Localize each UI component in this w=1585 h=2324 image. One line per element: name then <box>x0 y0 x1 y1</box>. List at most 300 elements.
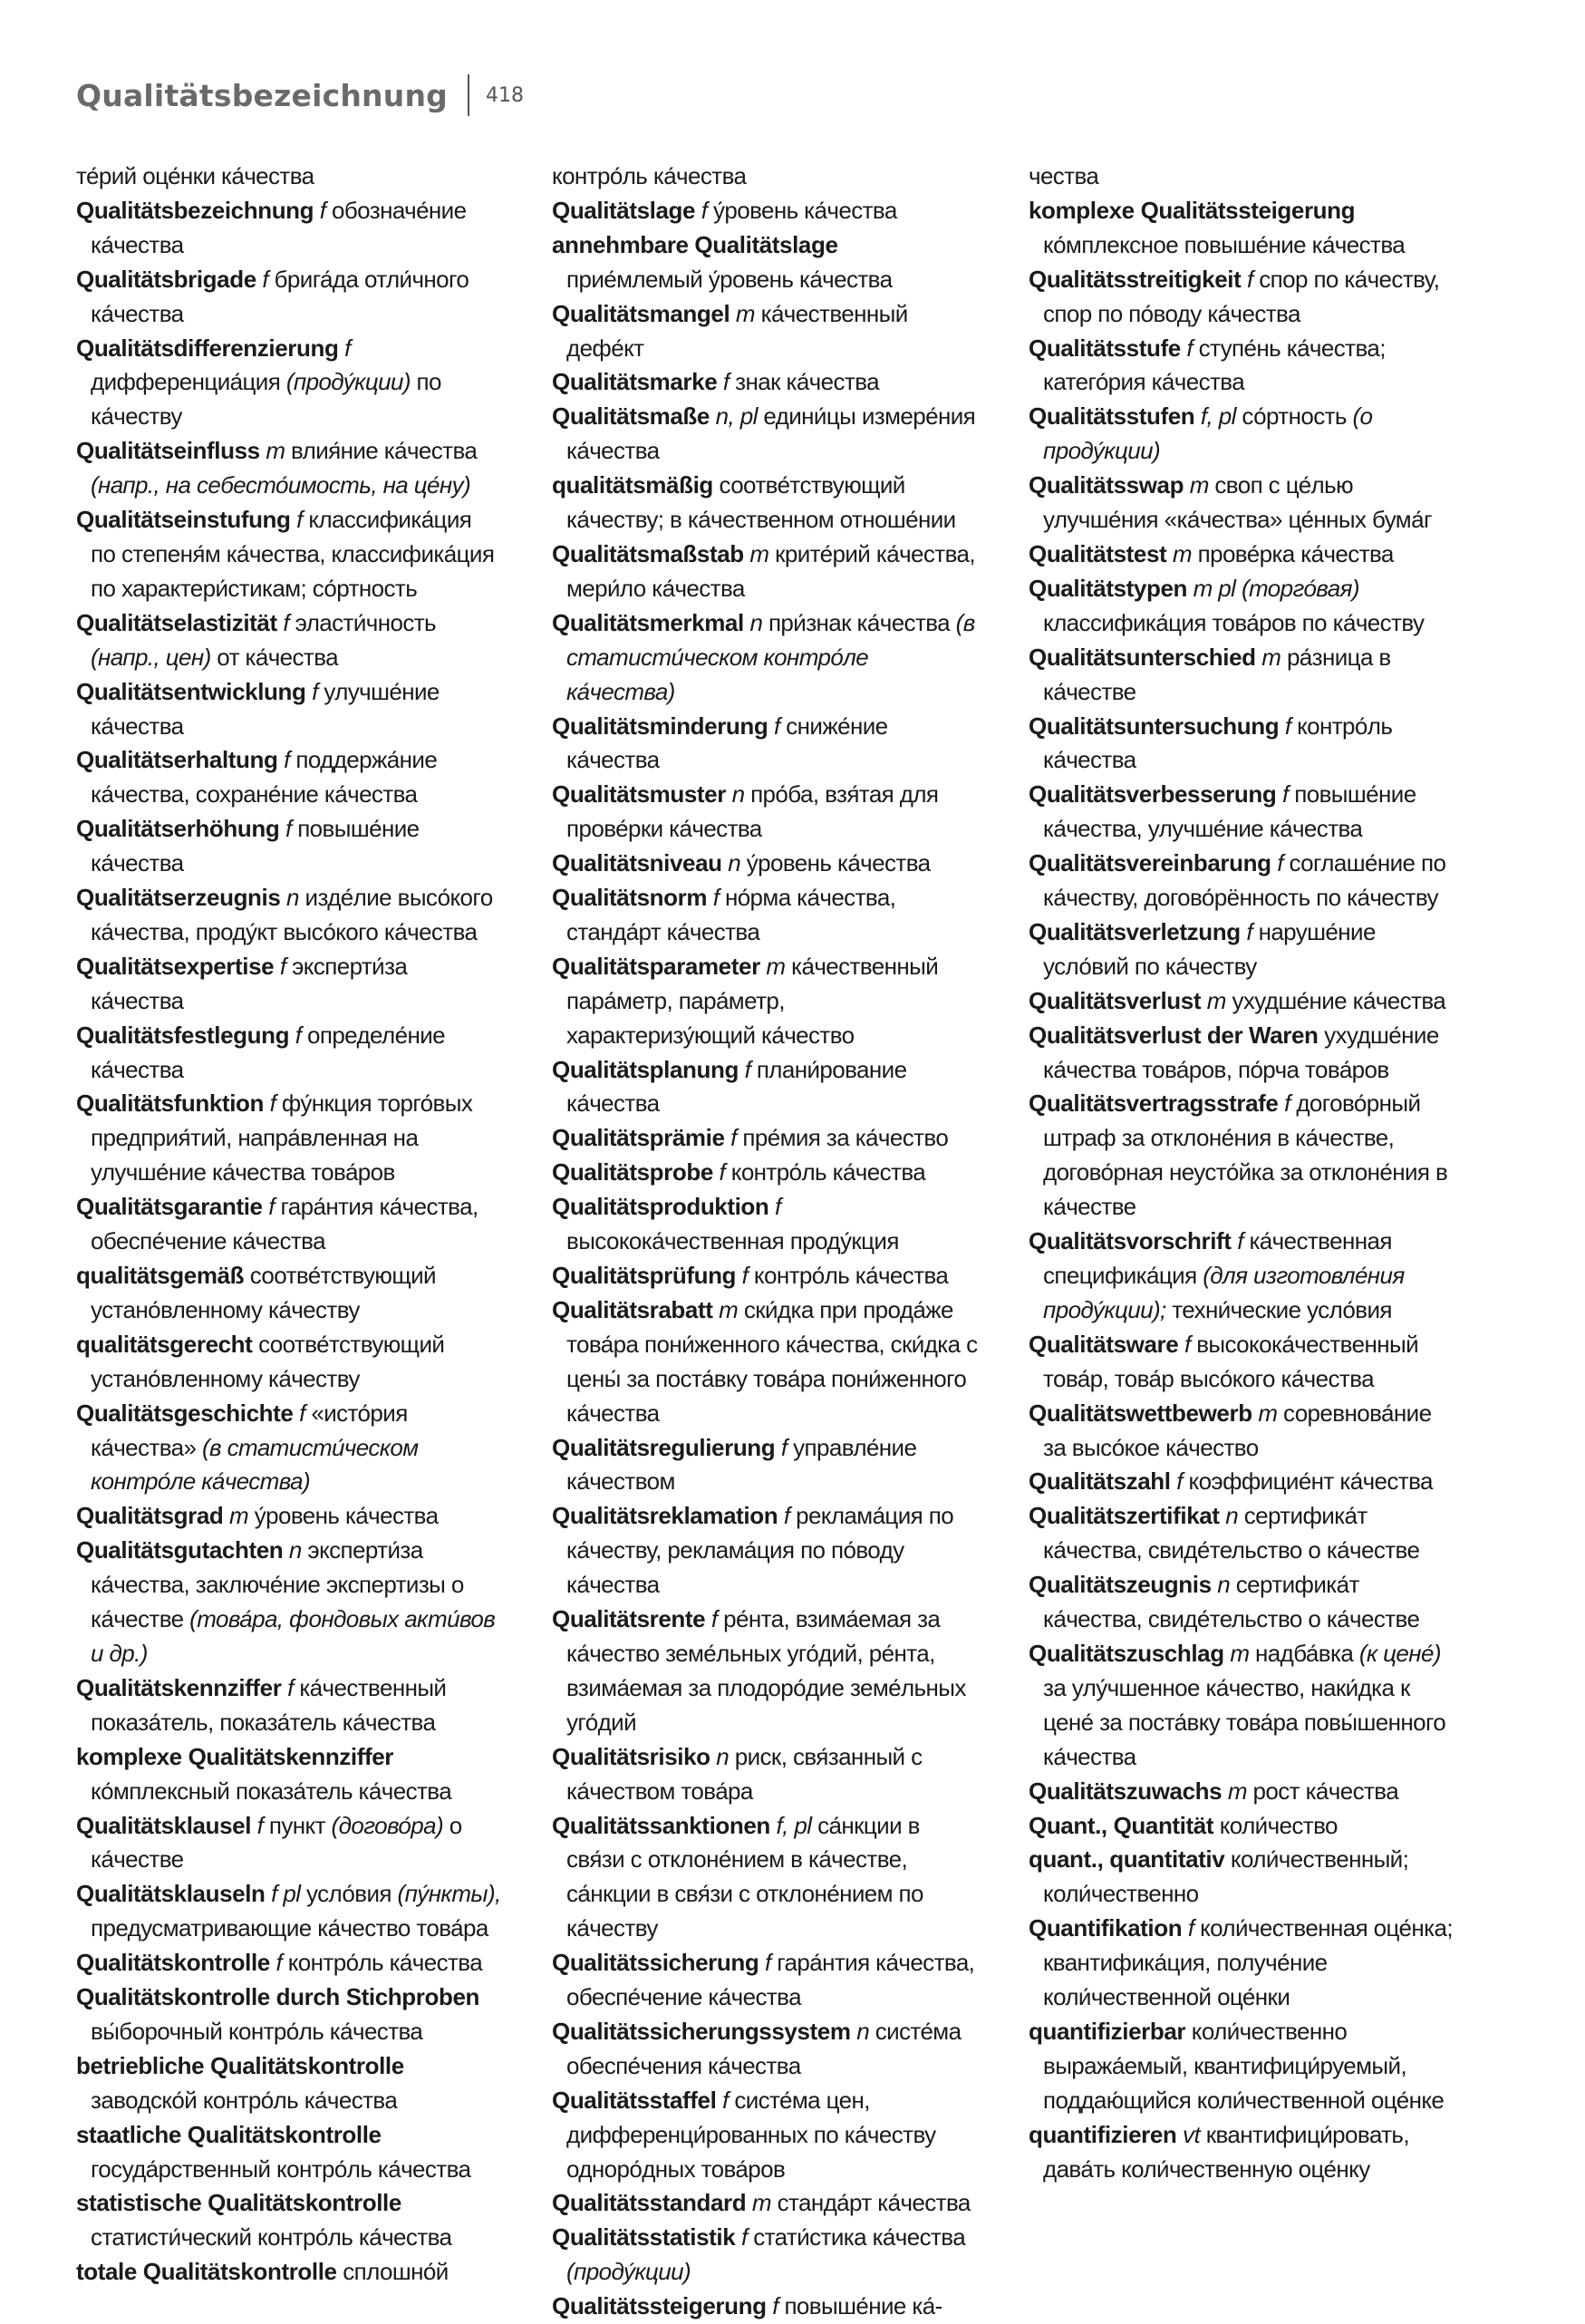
translation: догово́рный штраф за отклоне́ния в ка́честве, догово́рная неусто́йка за отклоне́ния в ка́честве <box>1043 1089 1448 1221</box>
translation: госуда́рственный контро́ль ка́чества <box>91 2155 471 2183</box>
headword: Qualitätsstufe <box>1029 334 1181 362</box>
grammar-label: m <box>751 2189 771 2217</box>
translation: спор по ка́честву, спор по по́воду ка́чества <box>1043 265 1440 327</box>
translation: коли́чество <box>1219 1811 1338 1839</box>
grammar-label: m <box>1261 643 1281 671</box>
headword: totale Qualitätskontrolle <box>76 2258 337 2286</box>
translation: риск, свя́занный с ка́чеством това́ра <box>566 1742 923 1805</box>
dictionary-entry <box>552 2221 978 2290</box>
grammar-label: m <box>229 1502 249 1530</box>
grammar-label: f <box>1184 1330 1191 1358</box>
grammar-label: f <box>296 506 303 534</box>
translation: поддержа́ние ка́чества, сохране́ние ка́чества <box>91 746 438 809</box>
grammar-label: m <box>766 952 786 980</box>
grammar-label: n <box>731 780 745 809</box>
headword: Qualitätserzeugnis <box>76 884 281 912</box>
dictionary-entry <box>1029 469 1455 537</box>
continued-text: чества <box>1029 162 1099 189</box>
grammar-label: f <box>1237 1227 1243 1255</box>
headword: Qualitätsbezeichnung <box>76 196 314 224</box>
dictionary-entry <box>1029 332 1455 401</box>
translation: «исто́рия ка́чества» <box>91 1399 408 1461</box>
dictionary-entry <box>76 263 502 332</box>
translation: ка́чественный показа́тель, показа́тель ка́чества <box>91 1673 447 1736</box>
headword: Qualitätsstatistik <box>552 2223 736 2251</box>
dictionary-entry <box>1029 1328 1455 1397</box>
headword: Qualitätsparameter <box>552 952 760 980</box>
dictionary-entry <box>76 1534 502 1671</box>
headword: Qualitätsmarke <box>552 368 718 396</box>
translation: ухудше́ние ка́чества това́ров, по́рча това́ров <box>1043 1021 1439 1083</box>
grammar-label: vt <box>1183 2120 1201 2148</box>
dictionary-entry <box>552 778 978 847</box>
translation: реклама́ция по ка́честву, реклама́ция по по́воду ка́чества <box>566 1502 954 1599</box>
translation: прове́рка ка́чества <box>1197 539 1394 567</box>
translation-continued: за улу́чшенное ка́чество, наки́дка к цене́ за поста́вку това́ра повы́шенного ка́чества <box>1043 1673 1446 1770</box>
dictionary-entry <box>552 160 978 194</box>
grammar-label: m <box>1206 986 1226 1014</box>
translation: вы́борочный контро́ль ка́чества <box>91 2017 423 2045</box>
translation: ступе́нь ка́чества; катего́рия ка́чества <box>1043 334 1386 396</box>
headword: Qualitätsunterschied <box>1029 643 1256 671</box>
grammar-label: f <box>740 2223 748 2251</box>
usage-note: (пу́нкты), <box>397 1880 501 1908</box>
headword: Qualitätsregulierung <box>552 1433 776 1461</box>
headword: Qualitätsprämie <box>552 1124 725 1152</box>
translation: ко́мплексное повыше́ние ка́чества <box>1043 230 1406 258</box>
headword: Qualitätsrisiko <box>552 1742 710 1770</box>
translation-continued: техни́ческие усло́вия <box>1172 1295 1392 1323</box>
headword: Qualitätsklauseln <box>76 1880 266 1908</box>
grammar-label: f <box>1282 780 1289 809</box>
headword: Qualitätsverletzung <box>1029 917 1241 945</box>
dictionary-entry <box>1029 537 1455 572</box>
dictionary-entry <box>1029 1087 1455 1225</box>
translation: при́знак ка́чества <box>768 608 951 636</box>
grammar-label: f <box>1176 1467 1183 1496</box>
dictionary-entry <box>1029 1912 1455 2015</box>
dictionary-entry <box>552 1809 978 1947</box>
dictionary-entry <box>76 812 502 881</box>
dictionary-entry <box>1029 1465 1455 1499</box>
translation: пре́мия за ка́чество <box>742 1124 949 1152</box>
grammar-label: n <box>1225 1502 1239 1530</box>
translation: классифика́ция по степеня́м ка́чества, классифика́ция по характери́стикам; со́ртность <box>91 506 495 602</box>
translation: дифференциа́ция <box>91 368 281 396</box>
grammar-label: f <box>1284 712 1291 740</box>
grammar-label: m <box>749 539 769 567</box>
translation-continued: от ка́чества <box>217 643 339 671</box>
translation-continued: предусматривающие ка́чество това́ра <box>91 1914 488 1942</box>
translation: своп с це́лью улучше́ния «ка́чества» це́нных бума́г <box>1043 471 1432 534</box>
grammar-label: f, pl <box>776 1811 812 1839</box>
headword: komplexe Qualitätssteigerung <box>1029 196 1356 224</box>
dictionary-entry <box>1029 400 1455 469</box>
headword: quantifizieren <box>1029 2120 1177 2148</box>
grammar-label: f <box>256 1811 264 1839</box>
grammar-label: m <box>1230 1639 1250 1667</box>
headword: staatliche Qualitätskontrolle <box>76 2120 382 2148</box>
translation: брига́да отли́чного ка́чества <box>91 265 469 327</box>
dictionary-entry <box>76 1087 502 1190</box>
grammar-label: f <box>268 1193 275 1221</box>
grammar-label: n, pl <box>715 402 758 431</box>
dictionary-entry <box>1029 641 1455 710</box>
dictionary-entry <box>1029 1397 1455 1466</box>
translation: эксперти́за ка́чества <box>91 952 408 1014</box>
headword: Qualitätsstaffel <box>552 2086 717 2114</box>
grammar-label: f <box>319 196 326 224</box>
dictionary-entry <box>552 2290 978 2324</box>
headword: Qualitätsuntersuchung <box>1029 712 1280 740</box>
translation: про́ба, взя́тая для прове́рки ка́чества <box>566 780 939 843</box>
headword: Qualitätsmaßstab <box>552 539 744 567</box>
grammar-label: f, pl <box>1200 402 1236 431</box>
grammar-label: m <box>735 299 755 327</box>
column-1 <box>76 160 502 2290</box>
headword: Qualitätseinfluss <box>76 437 260 465</box>
dictionary-entry <box>76 881 502 950</box>
grammar-label: n <box>288 1536 302 1564</box>
headword: Qualitätsmuster <box>552 780 726 809</box>
dictionary-entry <box>552 365 978 400</box>
grammar-label: n <box>856 2017 870 2045</box>
headword: Qualitätseinstufung <box>76 506 291 534</box>
dictionary-entry <box>552 710 978 779</box>
headword: Qualitätskontrolle <box>76 1949 270 1977</box>
grammar-label: m pl <box>1193 574 1236 602</box>
dictionary-entry <box>76 194 502 263</box>
headword: Qualitätstest <box>1029 539 1167 567</box>
continued-text: контро́ль ка́чества <box>552 162 747 189</box>
translation: сертифика́т ка́чества, свиде́тельство о ка́честве <box>1043 1571 1420 1633</box>
dictionary-entry <box>552 881 978 950</box>
dictionary-entry <box>1029 1499 1455 1568</box>
translation: соглаше́ние по ка́честву, догово́рённость по ка́честву <box>1043 849 1446 912</box>
usage-note: (в статисти́ческом контро́ле ка́чества) <box>91 1433 419 1496</box>
grammar-label: f <box>1284 1089 1290 1118</box>
column-3 <box>1029 160 1455 2186</box>
translation: систе́ма цен, дифференци́рованных по ка́честву одноро́дных това́ров <box>566 2086 936 2183</box>
dictionary-entry <box>552 297 978 366</box>
dictionary-entry <box>76 160 502 194</box>
translation: прие́млемый у́ровень ка́чества <box>566 265 893 293</box>
dictionary-entry <box>76 1397 502 1500</box>
sub-entry <box>76 1740 502 1809</box>
dictionary-entry <box>552 469 978 537</box>
usage-note: (догово́ра) <box>331 1811 444 1839</box>
translation: управле́ние ка́чеством <box>566 1433 917 1496</box>
headword: statistische Qualitätskontrolle <box>76 2189 401 2217</box>
headword: Qualitätsswap <box>1029 471 1184 499</box>
headword: Qualitätserhaltung <box>76 746 278 774</box>
translation: коэффицие́нт ка́чества <box>1188 1467 1433 1496</box>
headword: Qualitätssicherungssystem <box>552 2017 851 2045</box>
translation: контро́ль ка́чества <box>753 1262 949 1289</box>
translation: плани́рование ка́чества <box>566 1055 907 1118</box>
dictionary-entry <box>1029 2015 1455 2118</box>
grammar-label: f <box>283 608 289 636</box>
headword: Qualitätszertifikat <box>1029 1502 1220 1530</box>
headword: Qualitätsrente <box>552 1605 706 1633</box>
grammar-label: f pl <box>271 1880 301 1908</box>
translation: пункт <box>268 1811 325 1839</box>
sub-entry <box>76 1980 502 2049</box>
grammar-label: n <box>728 849 741 877</box>
dictionary-entry <box>552 194 978 228</box>
grammar-label: f <box>712 884 720 912</box>
sub-entry <box>76 2118 502 2187</box>
translation: у́ровень ка́чества <box>254 1502 439 1530</box>
grammar-label: f <box>701 196 708 224</box>
sub-entry <box>76 2049 502 2118</box>
dictionary-entry <box>76 1259 502 1328</box>
headword: Qualitätszuschlag <box>1029 1639 1224 1667</box>
translation: станда́рт ка́чества <box>777 2189 971 2217</box>
dictionary-entry <box>552 2186 978 2221</box>
dictionary-entry <box>1029 1637 1455 1775</box>
translation-continued: классифика́ция това́ров по ка́честву <box>1043 608 1425 636</box>
translation: ра́зница в ка́честве <box>1043 643 1391 705</box>
dictionary-entry <box>1029 1225 1455 1328</box>
headword: Qualitätsproduktion <box>552 1193 769 1221</box>
headword: Qualitätsvereinbarung <box>1029 849 1271 877</box>
headword: Qualitätsplanung <box>552 1055 739 1083</box>
grammar-label: f <box>710 1605 718 1633</box>
translation: ухудше́ние ка́чества <box>1232 986 1446 1014</box>
translation: повыше́ние ка́чества, улучше́ние ка́чества <box>1043 780 1416 843</box>
headword: Qualitätsmangel <box>552 299 730 327</box>
grammar-label: f <box>722 2086 729 2114</box>
headword: Qualitätsvorschrift <box>1029 1227 1232 1255</box>
headword: Qualitätsgrad <box>76 1502 224 1530</box>
dictionary-entry <box>1029 915 1455 984</box>
dictionary-entry <box>1029 778 1455 847</box>
dictionary-entry <box>552 1053 978 1122</box>
grammar-label: f <box>1246 265 1253 293</box>
page-number: 418 <box>485 83 524 107</box>
translation: эласти́чность <box>295 608 437 636</box>
headword: qualitätsgerecht <box>76 1330 253 1358</box>
translation: определе́ние ка́чества <box>91 1021 446 1083</box>
translation: изде́лие высо́кого ка́чества, проду́кт высо́кого ка́чества <box>91 884 493 945</box>
headword: Qualitätszuwachs <box>1029 1777 1223 1805</box>
headword: Qualitätsgarantie <box>76 1193 263 1221</box>
dictionary-entry <box>76 950 502 1019</box>
translation: сплошно́й <box>343 2258 449 2286</box>
grammar-label: f <box>295 1021 302 1049</box>
headword: quantifizierbar <box>1029 2017 1186 2045</box>
translation: надба́вка <box>1255 1639 1354 1667</box>
headword: Qualitätsvertragsstrafe <box>1029 1089 1279 1118</box>
translation: крите́рий ка́чества, мери́ло ка́чества <box>566 539 975 602</box>
headword: betriebliche Qualitätskontrolle <box>76 2051 404 2079</box>
sub-entry <box>76 2255 502 2290</box>
headword: komplexe Qualitätskennziffer <box>76 1742 394 1770</box>
translation: едини́цы измере́ния ка́чества <box>566 402 976 465</box>
headword: Qualitätsverlust der Waren <box>1029 1021 1319 1049</box>
dictionary-entry <box>1029 1809 1455 1844</box>
dictionary-entry <box>76 1328 502 1397</box>
headword: Qualitätsstufen <box>1029 402 1195 431</box>
translation: соотве́тствующий устано́вленному ка́честву <box>91 1262 436 1323</box>
translation: у́ровень ка́чества <box>712 196 897 224</box>
translation: ка́чественный дефе́кт <box>566 299 908 362</box>
grammar-label: m <box>266 437 285 465</box>
translation: знак ка́чества <box>735 368 879 396</box>
headword: Qualitätssanktionen <box>552 1811 770 1839</box>
translation: у́ровень ка́чества <box>746 849 931 877</box>
translation: ка́чественный пара́метр, пара́метр, характеризу́ющий ка́чество <box>566 952 939 1049</box>
usage-note: (к цене́) <box>1358 1639 1441 1667</box>
dictionary-entry <box>552 847 978 881</box>
translation: контро́ль ка́чества <box>1043 712 1393 774</box>
usage-note: (для изготовле́ния проду́кции); <box>1043 1262 1405 1323</box>
headword: Qualitätsgutachten <box>76 1536 284 1564</box>
headword: qualitätsgemäß <box>76 1262 245 1289</box>
translation: контро́ль ка́чества <box>730 1158 926 1186</box>
headword: Qualitätsfunktion <box>76 1089 264 1118</box>
column-2 <box>552 160 978 2324</box>
translation: но́рма ка́чества, станда́рт ка́чества <box>566 884 896 945</box>
headword: qualitätsmäßig <box>552 471 713 499</box>
headword: Quantifikation <box>1029 1914 1183 1942</box>
sub-entry <box>1029 194 1455 263</box>
translation: статисти́ческий контро́ль ка́чества <box>91 2223 452 2251</box>
headword: Qualitätslage <box>552 196 696 224</box>
dictionary-entry <box>552 1121 978 1156</box>
usage-note: (това́ра, фондовых акти́вов и др.) <box>91 1605 496 1667</box>
translation: соотве́тствующий ка́честву; в ка́чественном отноше́нии <box>566 471 956 534</box>
dictionary-entry <box>1029 2118 1455 2187</box>
translation: контро́ль ка́чества <box>287 1949 483 1977</box>
translation: эксперти́за ка́чества, заключе́ние экспертизы о ка́честве <box>91 1536 464 1633</box>
dictionary-entry <box>552 1740 978 1809</box>
translation: заводско́й контро́ль ка́чества <box>91 2086 398 2114</box>
dictionary-entry <box>1029 1568 1455 1637</box>
translation: влия́ние ка́чества <box>291 437 478 465</box>
headword: Qualitätserhöhung <box>76 815 280 843</box>
dictionary-entry <box>1029 710 1455 779</box>
headword: Qualitätsklausel <box>76 1811 252 1839</box>
grammar-label: n <box>716 1742 730 1770</box>
dictionary-entry <box>1029 263 1455 332</box>
translation: ка́чественная специфика́ция <box>1043 1227 1392 1289</box>
dictionary-entry <box>76 1809 502 1878</box>
dictionary-entry <box>552 950 978 1053</box>
dictionary-entry <box>76 675 502 744</box>
headword: Qualitätsmaße <box>552 402 710 431</box>
grammar-label: f <box>775 1193 781 1221</box>
dictionary-entry <box>552 1293 978 1431</box>
translation: фу́нкция торго́вых предприя́тий, напра́вленная на улучше́ние ка́чества това́ров <box>91 1089 473 1186</box>
dictionary-entry <box>552 1190 978 1259</box>
headword: Qualitätsverbesserung <box>1029 780 1277 809</box>
headword: Qualitätstypen <box>1029 574 1187 602</box>
headword: Qualitätsstreitigkeit <box>1029 265 1242 293</box>
sub-entry <box>1029 1019 1455 1088</box>
headword: Qualitätsdifferenzierung <box>76 334 339 362</box>
headword: Qualitätsstandard <box>552 2189 747 2217</box>
translation: обозначе́ние ка́чества <box>91 196 467 258</box>
translation: соотве́тствующий устано́вленному ка́честву <box>91 1330 445 1392</box>
translation: гара́нтия ка́чества, обеспе́чение ка́чества <box>91 1193 478 1255</box>
translation: коли́чественная оце́нка; квантифика́ция, получе́ние коли́чественной оце́нки <box>1043 1914 1453 2011</box>
grammar-label: f <box>1186 334 1194 362</box>
grammar-label: f <box>279 952 286 980</box>
dictionary-entry <box>1029 1775 1455 1809</box>
grammar-label: f <box>744 1055 751 1083</box>
grammar-label: f <box>722 368 730 396</box>
translation: ски́дка при прода́же това́ра пони́женного ка́чества, ски́дка с цены́ за поста́вку това́ра пони́женного ка́чества <box>566 1295 978 1427</box>
translation: систе́ма обеспе́чения ка́чества <box>566 2017 962 2079</box>
grammar-label: f <box>1187 1914 1194 1942</box>
translation: ко́мплексный показа́тель ка́чества <box>91 1777 452 1805</box>
grammar-label: f <box>783 1502 790 1530</box>
headword: Qualitätsniveau <box>552 849 722 877</box>
headword: Qualitätsprobe <box>552 1158 713 1186</box>
grammar-label: f <box>285 815 292 843</box>
usage-note: (напр., цен) <box>91 643 211 671</box>
headword: Qualitätsnorm <box>552 884 708 912</box>
grammar-label: f <box>269 1089 276 1118</box>
dictionary-entry <box>76 1946 502 1980</box>
headword: Qualitätskontrolle durch Stichproben <box>76 1983 479 2011</box>
grammar-label: f <box>1277 849 1283 877</box>
dictionary-entry <box>552 1946 978 2015</box>
headword: Qualitätsexpertise <box>76 952 275 980</box>
translation: наруше́ние усло́вий по ка́честву <box>1043 917 1376 980</box>
grammar-label: f <box>730 1124 737 1152</box>
dictionary-entry <box>1029 160 1455 194</box>
grammar-label: n <box>1217 1571 1231 1599</box>
dictionary-entry <box>552 2015 978 2084</box>
dictionary-entry <box>1029 1843 1455 1912</box>
grammar-label: m <box>1258 1399 1278 1427</box>
dictionary-entry <box>76 1671 502 1740</box>
dictionary-entry <box>552 1259 978 1293</box>
grammar-label: m <box>719 1295 739 1323</box>
grammar-label: m <box>1227 1777 1247 1805</box>
translation: са́нкции в свя́зи с отклоне́нием в ка́честве, са́нкции в свя́зи с отклоне́нием по ка́честву <box>566 1811 923 1942</box>
headword: Quant., Quantität <box>1029 1811 1214 1839</box>
usage-note: (проду́кции) <box>285 368 411 396</box>
dictionary-entry <box>76 1877 502 1946</box>
grammar-label: f <box>772 2292 778 2320</box>
headword: quant., quantitativ <box>1029 1845 1225 1874</box>
grammar-label: f <box>287 1673 294 1701</box>
grammar-label: f <box>299 1399 305 1427</box>
dictionary-entry <box>76 1499 502 1534</box>
dictionary-entry <box>552 537 978 606</box>
headword: Qualitätsverlust <box>1029 986 1202 1014</box>
grammar-label: f <box>344 334 351 362</box>
grammar-label: n <box>749 608 763 636</box>
usage-note: (напр., на себесто́имость, на це́ну) <box>91 471 471 499</box>
headword: Qualitätsprüfung <box>552 1262 737 1289</box>
continued-text: те́рий оце́нки ка́чества <box>76 162 314 189</box>
headword: Qualitätswettbewerb <box>1029 1399 1252 1427</box>
headword: Qualitätszahl <box>1029 1467 1171 1496</box>
dictionary-entry <box>552 1603 978 1740</box>
headword: Qualitätsrabatt <box>552 1295 713 1323</box>
grammar-label: m <box>1189 471 1209 499</box>
header-title: Qualitätsbezeichnung <box>76 77 448 113</box>
translation: квантифици́ровать, дава́ть коли́чественную оце́нку <box>1043 2120 1409 2183</box>
headword: Qualitätselastizität <box>76 608 277 636</box>
translation: сниже́ние ка́чества <box>566 712 888 774</box>
dictionary-entry <box>76 503 502 606</box>
